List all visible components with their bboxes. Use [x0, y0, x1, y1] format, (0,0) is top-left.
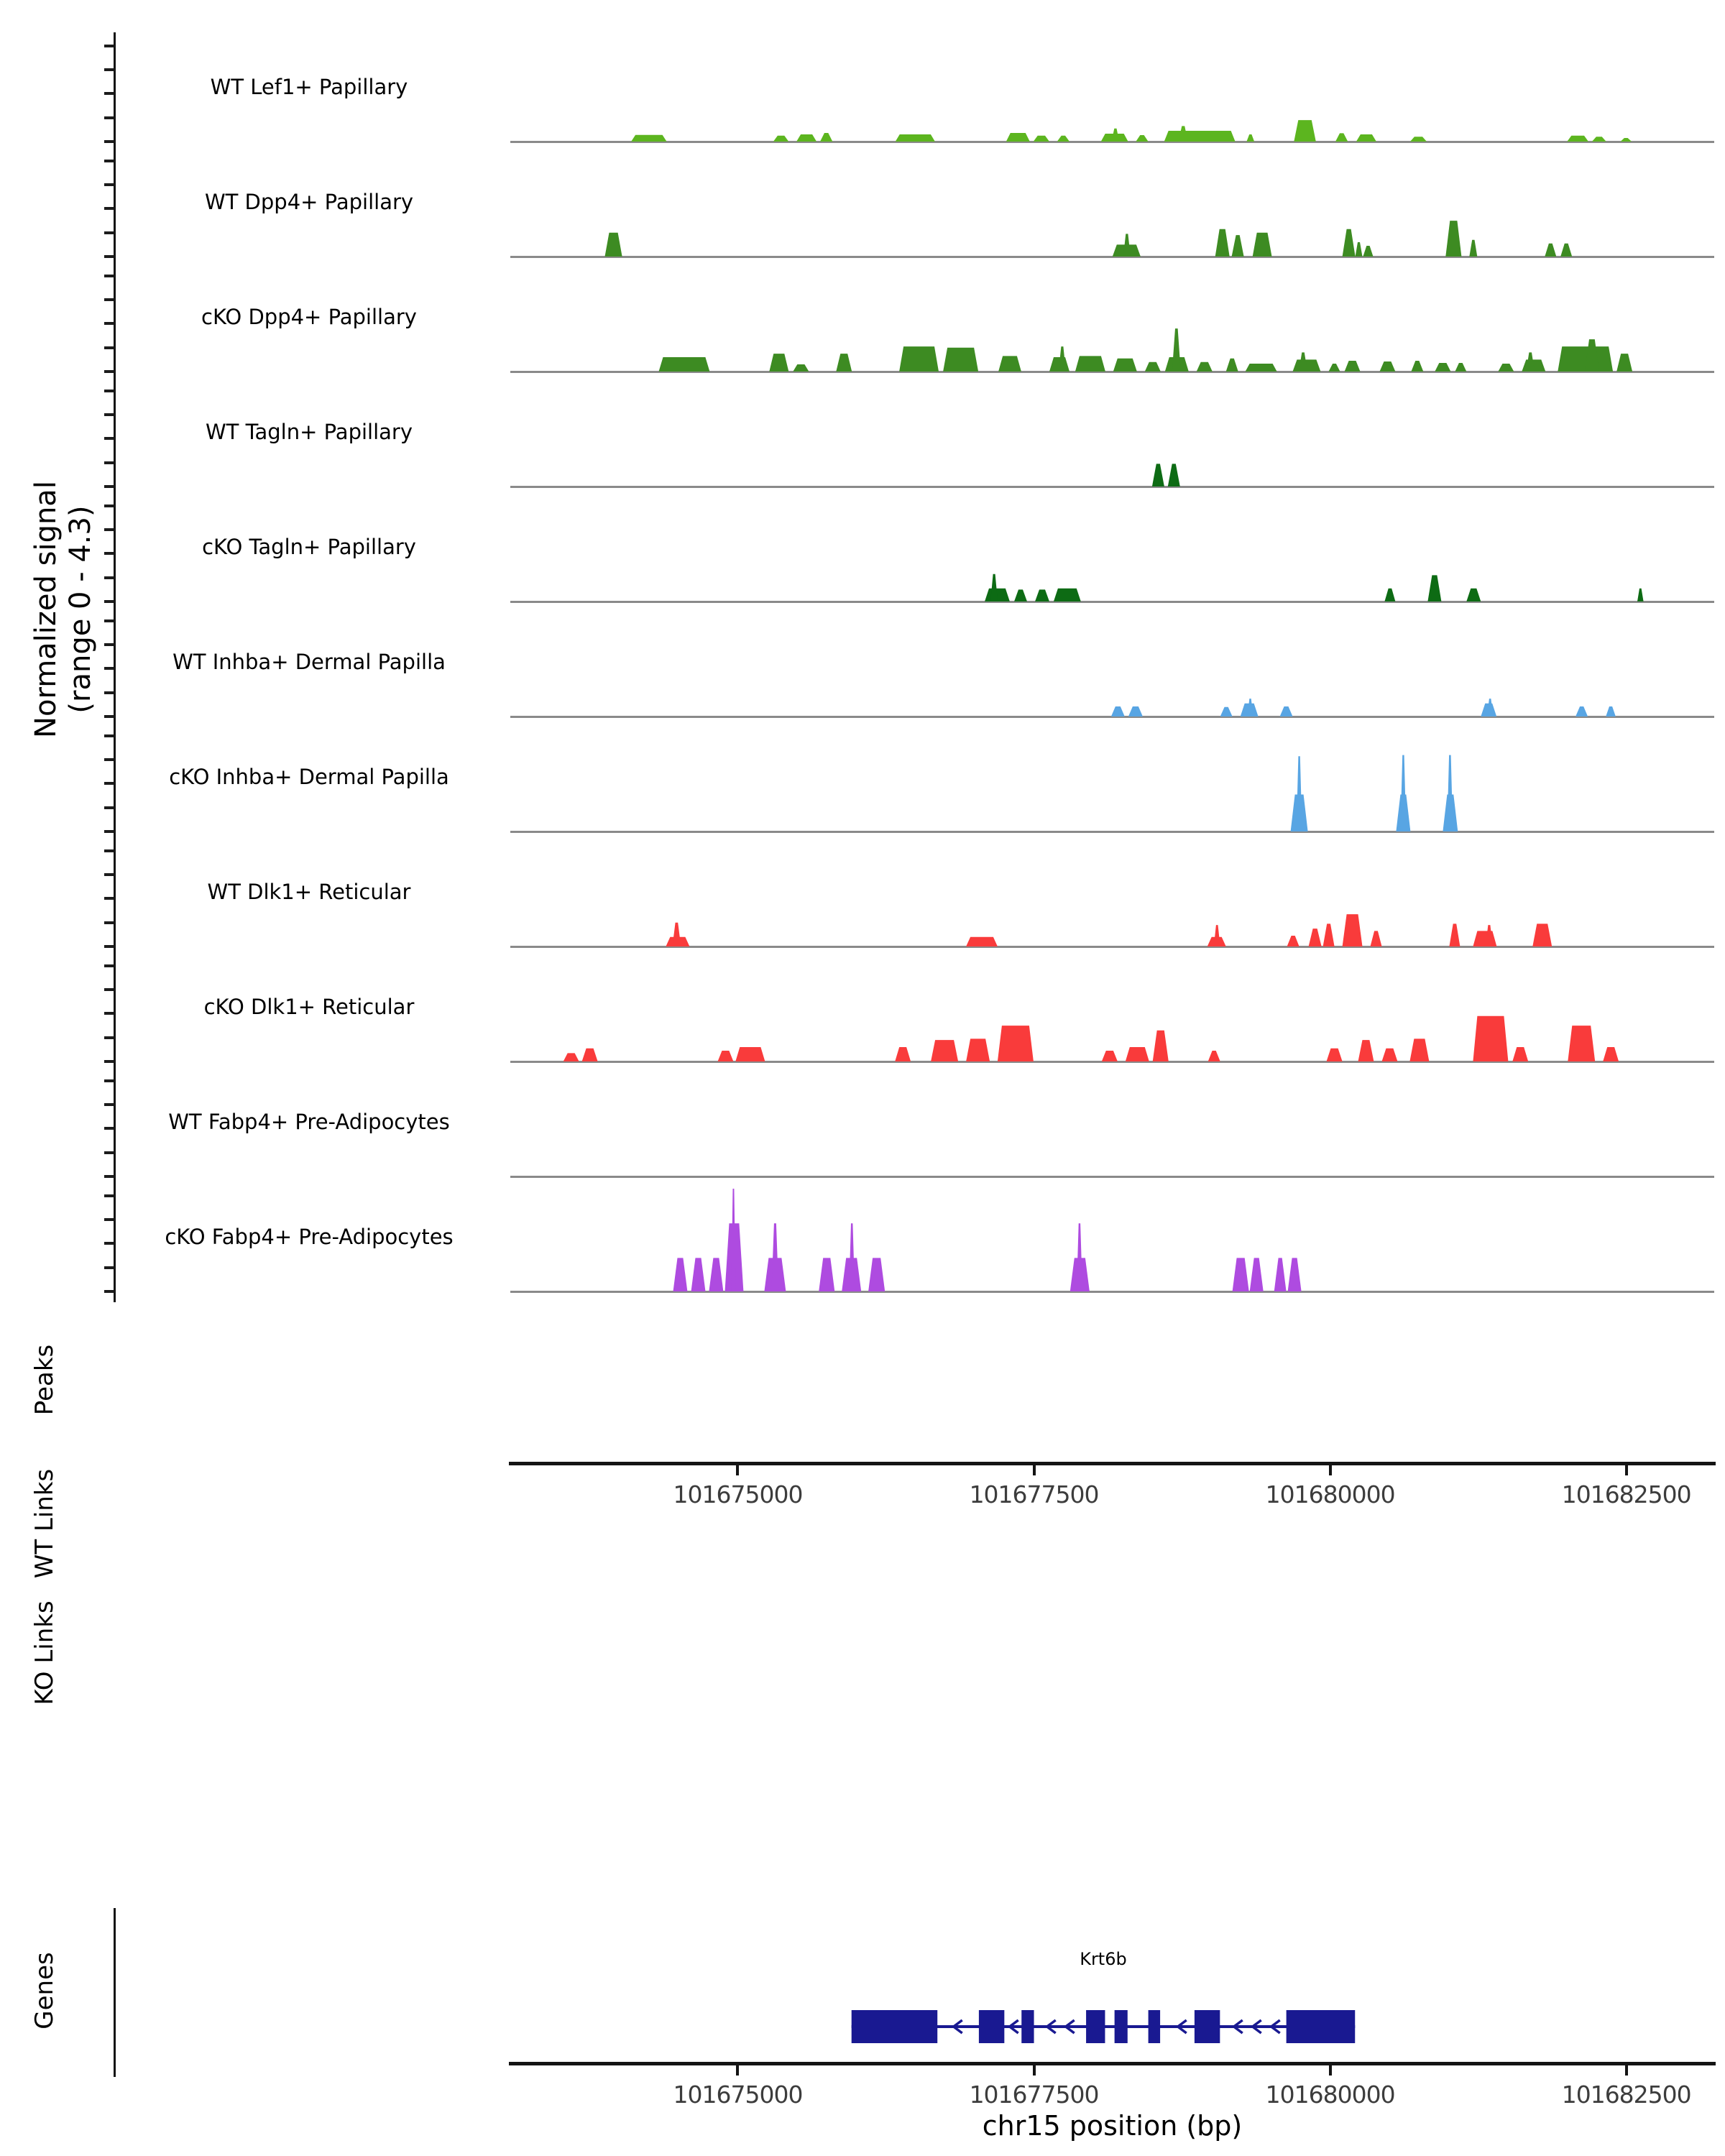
- signal-peak: [1250, 1258, 1264, 1291]
- signal-peak: [1449, 923, 1460, 946]
- signal-peak: [1297, 756, 1302, 831]
- signal-peak: [605, 233, 622, 257]
- signal-ruler-tick: [104, 1103, 114, 1106]
- x-axis-tick-label: 101682500: [1561, 2081, 1691, 2109]
- signal-ruler-tick: [104, 183, 114, 186]
- signal-ruler-tick: [104, 1266, 114, 1269]
- signal-peak: [1621, 138, 1632, 142]
- signal-axis-label-line1: Normalized signal: [29, 481, 63, 738]
- signal-ruler-tick: [104, 921, 114, 924]
- signal-ruler-tick: [104, 485, 114, 488]
- x-axis-tick: [1329, 2065, 1332, 2076]
- signal-peak: [1498, 364, 1514, 372]
- signal-peak: [1232, 235, 1244, 257]
- signal-peak: [998, 356, 1021, 372]
- track-label-3: cKO Dpp4+ Papillary: [201, 305, 417, 329]
- signal-peak: [709, 1258, 723, 1291]
- signal-ruler-tick: [104, 600, 114, 603]
- gene-exon: [1021, 2010, 1034, 2043]
- signal-peak: [1057, 136, 1070, 142]
- signal-ruler-tick: [104, 830, 114, 833]
- signal-peak: [735, 1047, 765, 1061]
- signal-peak: [1034, 136, 1049, 142]
- signal-peak: [899, 346, 939, 372]
- signal-peak: [1568, 1026, 1595, 1061]
- signal-ruler-tick: [104, 116, 114, 119]
- signal-peak: [1445, 221, 1461, 257]
- signal-peak: [1309, 929, 1322, 946]
- signal-ruler-tick: [104, 806, 114, 809]
- signal-ruler-tick: [104, 1175, 114, 1178]
- gene-model-krt6b: [510, 1987, 1714, 2066]
- track-signal-4: [510, 379, 1714, 487]
- signal-ruler-tick: [104, 461, 114, 464]
- track-label-5: cKO Tagln+ Papillary: [202, 535, 416, 559]
- signal-peak: [966, 937, 998, 946]
- section-label-genes: Genes: [30, 1952, 59, 2030]
- signal-ruler-tick: [104, 413, 114, 416]
- signal-peak: [1172, 328, 1181, 372]
- signal-peak: [1006, 133, 1030, 142]
- signal-ruler-tick: [104, 988, 114, 991]
- track-signal-7: [510, 724, 1714, 831]
- x-axis-tick-label: 101677500: [969, 1480, 1099, 1508]
- signal-peak: [966, 1038, 990, 1061]
- signal-peak: [1371, 931, 1382, 946]
- signal-peak: [1411, 361, 1423, 372]
- signal-peak: [718, 1051, 734, 1061]
- signal-ruler-tick: [104, 619, 114, 622]
- track-signal-1: [510, 34, 1714, 142]
- signal-peak: [1380, 361, 1396, 372]
- signal-peak: [1343, 229, 1356, 257]
- signal-peak: [1246, 134, 1254, 142]
- signal-ruler-tick: [104, 45, 114, 47]
- signal-ruler-tick: [104, 945, 114, 948]
- signal-peak: [796, 134, 816, 142]
- signal-peak: [773, 136, 788, 142]
- signal-ruler-tick: [104, 873, 114, 876]
- signal-peak: [868, 1258, 885, 1291]
- signal-ruler-tick: [104, 1218, 114, 1221]
- signal-axis-label: [29, 481, 98, 738]
- signal-peak: [564, 1053, 579, 1061]
- signal-peak: [1136, 135, 1148, 142]
- signal-peak: [1384, 589, 1395, 602]
- signal-peak: [1153, 1031, 1169, 1061]
- signal-peak: [820, 133, 832, 142]
- signal-peak: [1323, 923, 1335, 946]
- signal-ruler-tick: [104, 1194, 114, 1197]
- signal-peak: [1382, 1049, 1398, 1061]
- track-label-7: cKO Inhba+ Dermal Papilla: [169, 765, 449, 789]
- signal-peak: [1473, 931, 1496, 946]
- signal-peak: [1214, 925, 1220, 946]
- track-signal-8: [510, 839, 1714, 946]
- signal-peak: [1197, 362, 1213, 372]
- signal-ruler-tick: [104, 140, 114, 143]
- track-signal-6: [510, 609, 1714, 717]
- track-label-2: WT Dpp4+ Papillary: [204, 190, 414, 214]
- gene-name-label: Krt6b: [1080, 1949, 1127, 1969]
- signal-peak: [836, 354, 852, 372]
- signal-peak: [1576, 706, 1588, 717]
- signal-ruler-tick: [104, 298, 114, 301]
- signal-ruler-tick: [104, 1060, 114, 1063]
- track-label-8: WT Dlk1+ Reticular: [207, 880, 411, 904]
- signal-peak: [1274, 1258, 1287, 1291]
- signal-peak: [849, 1223, 855, 1291]
- signal-peak: [1126, 1047, 1149, 1061]
- x-axis-tick: [1033, 2065, 1036, 2076]
- signal-peak: [582, 1049, 598, 1061]
- signal-peak: [1075, 356, 1105, 372]
- signal-peak: [1603, 1047, 1619, 1061]
- x-axis-tick-label: 101675000: [673, 1480, 803, 1508]
- track-label-4: WT Tagln+ Papillary: [205, 420, 413, 444]
- signal-peak: [1208, 1051, 1220, 1061]
- signal-peak: [1469, 240, 1477, 257]
- signal-peak: [1410, 137, 1427, 142]
- signal-peak: [998, 1026, 1034, 1061]
- signal-ruler-tick: [104, 505, 114, 507]
- signal-peak: [673, 923, 681, 946]
- signal-ruler-tick: [104, 1290, 114, 1293]
- signal-peak: [769, 354, 788, 372]
- signal-peak: [631, 135, 667, 142]
- signal-ruler-tick: [104, 275, 114, 277]
- signal-ruler-tick: [104, 576, 114, 579]
- signal-peak: [1220, 707, 1233, 717]
- signal-peak: [1168, 464, 1180, 487]
- signal-peak: [1567, 136, 1588, 142]
- signal-peak: [1560, 244, 1572, 257]
- x-axis-tick: [736, 2065, 739, 2076]
- signal-peak: [1616, 354, 1632, 372]
- signal-peak: [659, 357, 710, 372]
- section-label-ko-links: KO Links: [30, 1600, 59, 1705]
- signal-peak: [1512, 1047, 1528, 1061]
- signal-peak: [1545, 244, 1556, 257]
- signal-peak: [931, 1040, 958, 1061]
- signal-peak: [1280, 706, 1293, 717]
- gene-exon: [1195, 2010, 1220, 2043]
- signal-peak: [1363, 246, 1373, 257]
- signal-peak: [1215, 229, 1230, 257]
- track-label-1: WT Lef1+ Papillary: [210, 75, 408, 99]
- signal-peak: [1287, 936, 1300, 946]
- signal-ruler-tick: [104, 1036, 114, 1039]
- signal-peak: [896, 134, 935, 142]
- x-axis-tick-label: 101682500: [1561, 1480, 1691, 1508]
- signal-peak: [943, 348, 978, 372]
- signal-peak: [1637, 589, 1644, 602]
- signal-peak: [1427, 575, 1441, 602]
- signal-peak: [1358, 1040, 1374, 1061]
- signal-peak: [1014, 589, 1027, 602]
- gene-exon: [1086, 2010, 1105, 2043]
- signal-peak: [1054, 589, 1081, 602]
- track-signal-9: [510, 954, 1714, 1061]
- section-label-wt-links: WT Links: [30, 1468, 59, 1579]
- signal-peak: [1532, 923, 1552, 946]
- signal-peak: [771, 1223, 778, 1291]
- signal-peak: [1606, 706, 1616, 717]
- track-signal-10: [510, 1069, 1714, 1176]
- x-axis-tick: [736, 1465, 739, 1475]
- x-axis-tick: [1033, 1465, 1036, 1475]
- signal-peak: [819, 1258, 834, 1291]
- signal-peak: [1329, 364, 1340, 372]
- signal-peak: [895, 1047, 911, 1061]
- track-signal-5: [510, 494, 1714, 602]
- signal-peak: [1345, 361, 1361, 372]
- signal-ruler-tick: [104, 964, 114, 967]
- bottom-x-axis-line: [509, 2062, 1716, 2065]
- peaks-x-axis-line: [509, 1462, 1716, 1465]
- signal-peak: [1102, 1051, 1118, 1061]
- signal-ruler-tick: [104, 715, 114, 718]
- signal-peak: [1111, 706, 1125, 717]
- signal-peak: [691, 1258, 706, 1291]
- signal-ruler-tick: [104, 390, 114, 392]
- signal-peak: [1226, 359, 1238, 372]
- track-signal-11: [510, 1184, 1714, 1291]
- signal-ruler-tick: [104, 643, 114, 646]
- x-axis-tick-label: 101680000: [1265, 1480, 1395, 1508]
- signal-ruler-tick: [104, 528, 114, 531]
- x-axis-title: chr15 position (bp): [982, 2110, 1243, 2142]
- signal-peak: [990, 574, 998, 602]
- gene-exon: [1149, 2010, 1160, 2043]
- track-signal-2: [510, 149, 1714, 257]
- signal-peak: [1128, 706, 1143, 717]
- x-axis-tick-label: 101675000: [673, 2081, 803, 2109]
- gene-exon: [979, 2010, 1004, 2043]
- track-label-9: cKO Dlk1+ Reticular: [203, 995, 415, 1019]
- signal-peak: [1294, 120, 1316, 142]
- signal-peak: [1356, 134, 1376, 142]
- signal-ruler-tick: [104, 734, 114, 737]
- signal-peak: [1455, 363, 1466, 372]
- genes-bracket-line: [114, 1908, 116, 2077]
- x-axis-tick: [1625, 1465, 1628, 1475]
- signal-peak: [1409, 1038, 1429, 1061]
- x-axis-tick-label: 101680000: [1265, 2081, 1395, 2109]
- signal-peak: [793, 364, 809, 372]
- gene-exon: [852, 2010, 938, 2043]
- signal-ruler-tick: [104, 160, 114, 162]
- signal-peak: [1327, 1049, 1343, 1061]
- signal-peak: [1077, 1223, 1082, 1291]
- signal-peak: [1233, 1258, 1249, 1291]
- signal-peak: [1400, 755, 1406, 831]
- signal-ruler-tick: [104, 255, 114, 258]
- x-axis-tick-label: 101677500: [969, 2081, 1099, 2109]
- signal-ruler-tick: [104, 691, 114, 694]
- signal-ruler-tick: [104, 346, 114, 349]
- signal-peak: [1447, 755, 1453, 831]
- signal-peak: [1113, 359, 1137, 372]
- x-axis-tick: [1625, 2065, 1628, 2076]
- track-label-11: cKO Fabp4+ Pre-Adipocytes: [165, 1225, 454, 1249]
- signal-ruler-tick: [104, 1079, 114, 1082]
- signal-ruler-tick: [104, 68, 114, 71]
- track-label-10: WT Fabp4+ Pre-Adipocytes: [168, 1110, 450, 1134]
- x-axis-tick: [1329, 1465, 1332, 1475]
- signal-peak: [1152, 464, 1164, 487]
- signal-peak: [1356, 242, 1363, 257]
- signal-peak: [673, 1258, 688, 1291]
- signal-peak: [1466, 589, 1481, 602]
- gene-exon: [1287, 2010, 1356, 2043]
- track-label-6: WT Inhba+ Dermal Papilla: [172, 650, 446, 674]
- signal-peak: [1035, 589, 1049, 602]
- signal-peak: [1592, 137, 1606, 142]
- signal-peak: [1164, 131, 1236, 142]
- track-signal-3: [510, 264, 1714, 372]
- section-label-peaks: Peaks: [30, 1344, 59, 1416]
- signal-ruler-tick: [104, 849, 114, 852]
- signal-ruler-tick: [104, 758, 114, 761]
- gene-exon: [1115, 2010, 1128, 2043]
- signal-ruler-tick: [104, 231, 114, 234]
- signal-peak: [1288, 1258, 1302, 1291]
- signal-peak: [1145, 362, 1161, 372]
- signal-peak: [1253, 233, 1272, 257]
- signal-peak: [1246, 364, 1277, 372]
- signal-peak: [1435, 363, 1450, 372]
- signal-ruler-tick: [104, 370, 114, 373]
- signal-peak: [1473, 1016, 1508, 1061]
- signal-peak: [1343, 914, 1363, 946]
- signal-ruler-tick: [104, 1151, 114, 1154]
- signal-peak: [1335, 133, 1348, 142]
- signal-axis-label-line2: (range 0 - 4.3): [64, 505, 97, 714]
